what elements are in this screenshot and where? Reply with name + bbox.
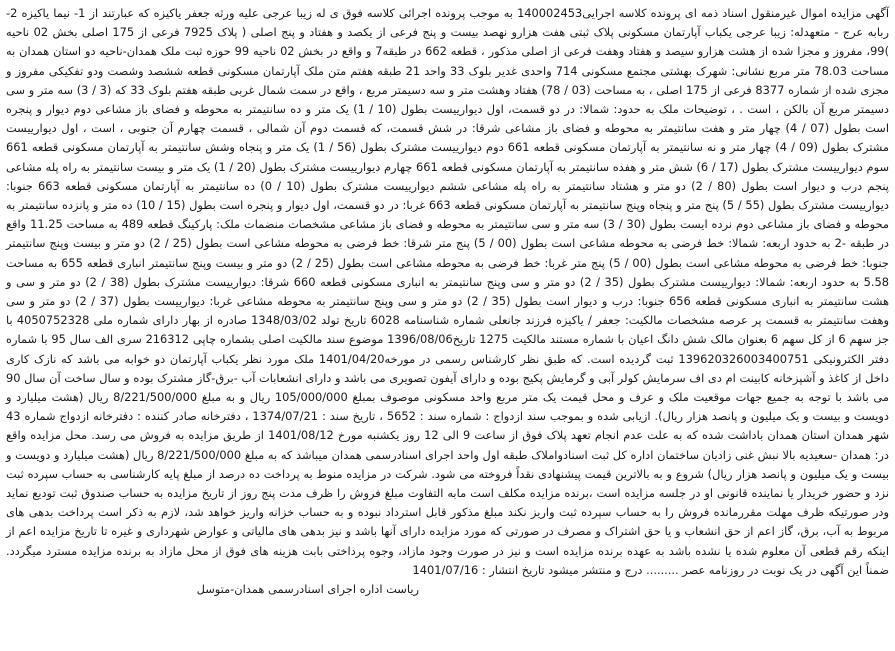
- notice-signature: ریاست اداره اجرای اسنادرسمی همدان-متوسل: [196, 582, 419, 597]
- notice-body-text: آگهی مزایده اموال غیرمنقول اسناد ذمه ای پرونده کلاسه اجرایی140002453 به موجب پرونده اجرائی کلاسه فوق ی له زیبا عرجی علیه ورثه جعفر یاکیزه که عبارتند از 1- نیما یاکیزه 2- ربابه عرج - متعهدله: زیبا عرجی یکباب آپارتمان مسکونی پلاک ثبتی هفت هزارو نهصد بیست و پنج فرعی از یکصد و هفتاد و پنج اصلی ( پلاک 7925 فرعی از 175 اصلی بخش 02 ناحیه )99، مفروز و مجزا شده از هشت هزارو سیصد و هفتاد وهفت فرعی از اصلی مذکور ، قطعه 662 در طبقه7 و واقع در بخش 02 ناحیه 99 حوزه ثبت ملک همدان-ناحیه دو استان همدان به مساحت 78.03 متر مربع نشانی: شهرک بهشتی مجتمع مسکونی 714 واحدی غدیر بلوک 33 واحد 21 طبقه هفتم متن ملک آپارتمان مسکونی قطعه ششصد وشصت ودو تفکیکی مفروز و مجزی شده از شماره 8377 فرعی از 175 اصلی ، به مساحت (03 / 78) هفتاد وهشت متر و سه دسیمتر مربع ، واقع در سمت شمال غربی طبقه هفتم بلوک 33 که (3 / 3) سه متر و سی دسیمتر مربع آن بالکن ، است . ، توضیحات ملک به حدود: شمالا: در دو قسمت، اول دیوارییست بطول (10 / 1) یک متر و ده سانتیمتر به محوطه و فضای باز مشاعی دوم دیوار و پنجره است بطول (07 / 4) چهار متر و هفت سانتیمتر به محوطه و فضای باز مشاعی شرقا: در شش قسمت، که قسمت دوم آن شمالی ، قسمت چهارم آن جنوبی ، است ، اول دیوارییست مشترک بطول (09 / 4) چهار متر و نه سانتیمتر به آپارتمان مسکونی قطعه 661 دوم دیوارییست مشترک بطول (56 / 1) یک متر و پنجاه وشش سانتیمتر به آپارتمان مسکونی قطعه 661 سوم دیوارییست مشترک بطول (17 / 6) شش متر و هفده سانتیمتر به آپارتمان مسکونی قطعه 661 چهارم دیوارییست مشترک بطول (20 / 1) یک متر و بیست سانتیمتر به راه پله مشاعی پنجم درب و دیوار است بطول (80 / 2) دو متر و هشتاد سانتیمتر به راه پله مشاعی ششم دیوارییست مشترک بطول (10 / 0) ده سانتیمتر به آپارتمان مسکونی قطعه 663 جنوبا: دیوارییست مشترک بطول (55 / 5) پنج متر و پنجاه وپنج سانتیمتر به آپارتمان مسکونی قطعه 663 غربا: در دو قسمت، اول دیوار و پنجره است بطول (15 / 10) ده متر و پانزده سانتیمتر به محوطه و فضای باز مشاعی دوم نرده ایست بطول (30 / 3) سه متر و سی سانتیمتر به محوطه و فضای باز مشاعی مشخصات منضمات ملک: پارکینگ قطعه 489 به مساحت 11.25 واقع در طبقه -2 به حدود اربعه: شمالا: خط فرضی به محوطه مشاعی است بطول (00 / 5) پنج متر شرقا: خط فرضی به محوطه مشاعی است بطول (25 / 2) دو متر و بیست وپنج سانتیمتر جنوبا: خط فرضی به محوطه مشاعی است بطول (00 / 5) پنج متر غربا: خط فرضی به محوطه مشاعی است بطول (25 / 2) دو متر و بیست وپنج سانتیمتر انباری قطعه 655 به مساحت 5.58 به حدود اربعه: شمالا: دیوارییست مشترک بطول (35 / 2) دو متر و سی وپنج سانتیمتر به انباری مسکونی قطعه 660 شرقا: دیوارییست مشترک بطول (38 / 2) دو متر و سی و هشت سانتیمتر به انباری مسکونی قطعه 656 جنوبا: درب و دیوار است بطول (35 / 2) دو متر و سی وپنج سانتیمتر به محوطه مشاعی غربا: دیوارییست بطول (37 / 2) دو متر و سی وهفت سانتیمتر به قسمت پر عرصه مشخصات مالکیت: جعفر / یاکیزه فرزند جانعلی شماره شناسنامه 6028 تاریخ تولد 1348/03/02 صادره از بهار دارای شماره ملی 4050752328 با جز سهم 6 از کل سهم 6 بعنوان مالک شش دانگ اعیان با شماره مستند مالکیت 1275 تاریخ1396/08/06 موضوع سند مالکیت اصلی بشماره چاپی 216312 سری الف سال 95 با شماره دفتر الکترونیکی 139620326003400751 ثبت گردیده است. که طبق نظر کارشناس رسمی در مورخه1401/04/20 ملک مورد نظر یکباب آپارتمان دو خوابه می باشد که نازک کاری داخل از کاغذ و آشپزخانه کابینت ام دی اف سرمایش کولر آبی و گرمایش پکیج بوده و دارای آیفون تصویری می باشد و دارای انشعابات آب -برق-گاز مشترک بوده و سال ساخت آن سال 90 می باشد با توجه به جمیع جهات موقعیت ملک و عرف و محل قیمت یک متر مربع واحد مسکونی موصوف بمبلغ 105/000/000 ریال و به مبلغ 8/221/500/000 ریال (هشت میلیارد و دویست و بیست و یک میلیون و پانصد هزار ریال). ازیابی شده و بموجب سند ازدواج : شماره سند : 5652 ، تاریخ سند : 1374/07/21 ، دفترخانه صادر کننده : دفترخانه ازدواج شماره 43 شهر همدان استان همدان باداشت شده که به علت عدم انجام تعهد پلاک فوق از ساعت 9 الی 12 روز یکشنبه مورخ 1401/08/12 از طریق مزایده به فروش می رسد. محل مزایده واقع در: همدان -سعیدیه بالا نبش غنی زادیان ساختمان اداره کل ثبت اسنادواملاک طبقه اول واحد اجرای اسنادرسمی همدان میباشد که به مبلغ 8/221/500/000 ریال (هشت میلیارد و دویست و بیست و یک میلیون و پانصد هزار ریال) شروع و به بالاترین قیمت پیشنهادی نقداً فروخته می شود. شرکت در مزایده منوط به پرداخت ده درصد از مبلغ پایه کارشناسی به حساب سپرده ثبت نزد و حضور خریدار یا نماینده قانونی او در جلسه مزایده است ،برنده مزایده مکلف است مابه التفاوت مبلغ فروش را ظرف مدت پنج روز از تاریخ مزایده به حساب صندوق ثبت تودیع نماید ودر صورتیکه ظرف مهلت مقررمانده فروش را به حساب سپرده ثبت واریز نکند مبلغ مذکور قابل استرداد نبوده و به حساب خزانه واریز خواهد شد، لازم به ذکر است پرداخت بدهی های مربوط به آب، برق، گاز اعم از حق انشعاب و یا حق اشتراک و مصرف در صورتی که مورد مزایده دارای آنها باشد و نیز بدهی های مالیاتی و عوارض شهرداری و غیره تا تاریخ مزایده اعم از اینکه رقم قطعی آن معلوم شده یا نشده باشد به عهده برنده مزایده است و نیز در صورت وجود مازاد، وجوه پرداختی بابت هزینه های فوق از محل مازاد به برنده مزایده مسترد میگردد. ضمناً این آگهی در یک نوبت در روزنامه عصر ......... درج و منتشر میشود تاریخ انتشار : 1401/07/16: [6, 6, 890, 577]
